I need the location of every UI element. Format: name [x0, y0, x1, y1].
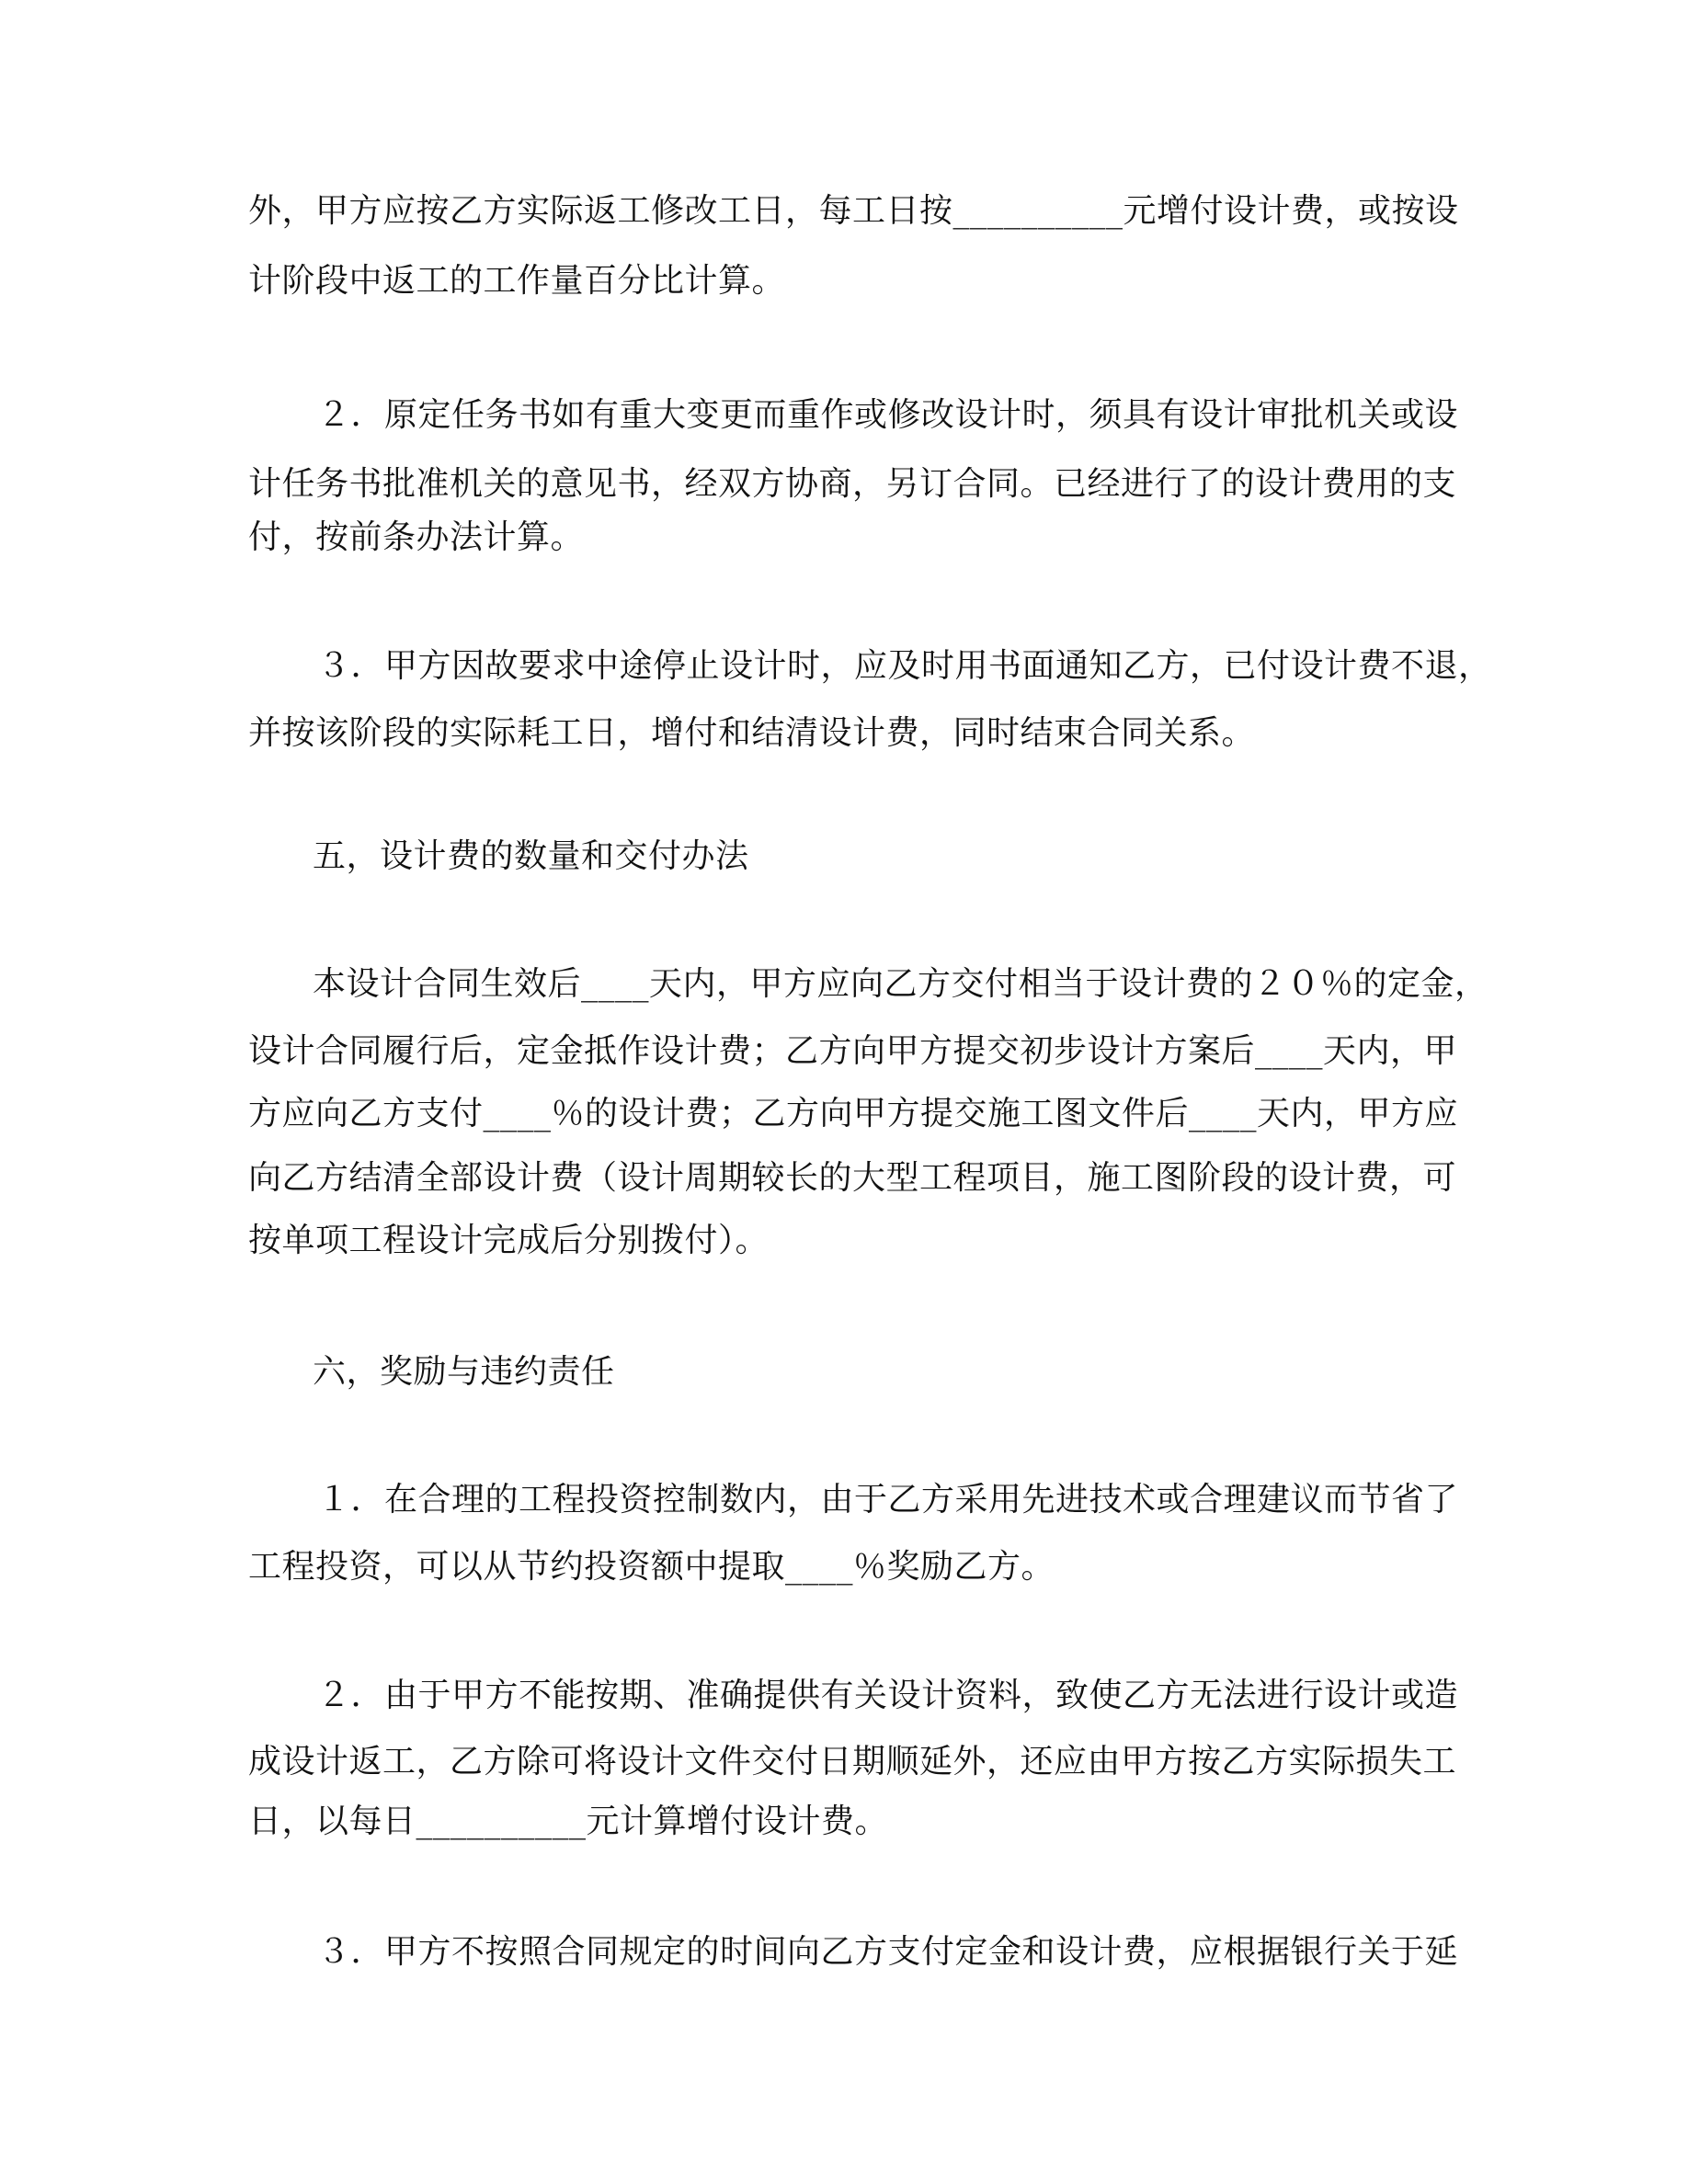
paragraph-line: 方应向乙方支付____％的设计费；乙方向甲方提交施工图文件后____天内，甲方应: [248, 1095, 1459, 1132]
paragraph-line: ２．由于甲方不能按期、准确提供有关设计资料，致使乙方无法进行设计或造: [317, 1677, 1459, 1714]
paragraph-line: ３．甲方因故要求中途停止设计时，应及时用书面通知乙方，已付设计费不退，: [317, 647, 1492, 685]
paragraph-line: 付，按前条办法计算。: [248, 518, 585, 556]
paragraph-line: 计任务书批准机关的意见书，经双方协商，另订合同。已经进行了的设计费用的支: [248, 465, 1457, 503]
paragraph-line: ３．甲方不按照合同规定的时间向乙方支付定金和设计费，应根据银行关于延: [317, 1933, 1459, 1971]
paragraph-line: 外，甲方应按乙方实际返工修改工日，每工日按__________元增付设计费，或按设: [248, 192, 1459, 230]
section-heading: 五，设计费的数量和交付办法: [313, 837, 749, 875]
paragraph-line: 按单项工程设计完成后分别拨付）。: [248, 1222, 770, 1259]
paragraph-line: 本设计合同生效后____天内，甲方应向乙方交付相当于设计费的２０％的定金，: [313, 965, 1488, 1003]
paragraph-line: 日，以每日__________元计算增付设计费。: [248, 1803, 889, 1840]
paragraph-line: 工程投资，可以从节约投资额中提取____％奖励乙方。: [248, 1548, 1055, 1586]
section-heading: 六，奖励与违约责任: [313, 1353, 615, 1391]
paragraph-line: 计阶段中返工的工作量百分比计算。: [248, 262, 786, 300]
paragraph-line: 并按该阶段的实际耗工日，增付和结清设计费，同时结束合同关系。: [248, 714, 1256, 752]
paragraph-line: 设计合同履行后，定金抵作设计费；乙方向甲方提交初步设计方案后____天内，甲: [248, 1032, 1458, 1070]
paragraph-line: １．在合理的工程投资控制数内，由于乙方采用先进技术或合理建议而节省了: [317, 1481, 1459, 1519]
paragraph-line: 向乙方结清全部设计费（设计周期较长的大型工程项目，施工图阶段的设计费，可: [248, 1159, 1457, 1197]
paragraph-line: ２．原定任务书如有重大变更而重作或修改设计时，须具有设计审批机关或设: [317, 396, 1459, 434]
paragraph-line: 成设计返工，乙方除可将设计文件交付日期顺延外，还应由甲方按乙方实际损失工: [248, 1743, 1457, 1780]
